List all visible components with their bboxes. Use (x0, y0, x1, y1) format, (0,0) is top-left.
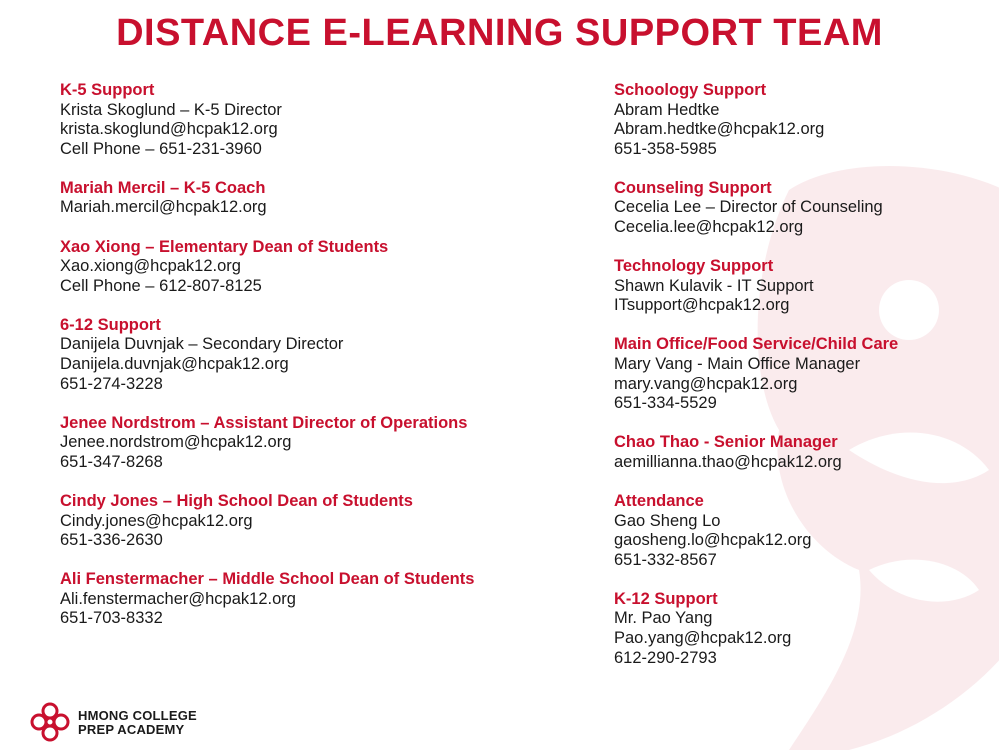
contact-section (60, 316, 580, 394)
contact-line: Cell Phone – 651-231-3960 (60, 139, 262, 158)
contact-line: Abram Hedtke (614, 100, 720, 119)
contact-section (614, 335, 994, 413)
contact-line: Cecelia Lee – Director of Counseling (614, 198, 883, 217)
contact-line: Mr. Pao Yang (614, 609, 713, 628)
contact-line: krista.skoglund@hcpak12.org (60, 120, 278, 139)
right-column (614, 81, 994, 688)
contact-section (614, 433, 994, 472)
section-heading: K-12 Support (614, 589, 718, 608)
contact-line: ITsupport@hcpak12.org (614, 296, 790, 315)
contact-line: Ali.fenstermacher@hcpak12.org (60, 589, 296, 608)
contact-line: 651-358-5985 (614, 139, 717, 158)
contact-section (60, 81, 580, 159)
contact-section (614, 590, 994, 668)
contact-section (60, 179, 580, 218)
contact-line: Mariah.mercil@hcpak12.org (60, 198, 267, 217)
contact-line: 651-336-2630 (60, 531, 163, 550)
contact-line: Cindy.jones@hcpak12.org (60, 511, 253, 530)
contact-line: aemillianna.thao@hcpak12.org (614, 452, 842, 471)
contact-line: mary.vang@hcpak12.org (614, 374, 798, 393)
section-heading: Mariah Mercil – K-5 Coach (60, 178, 266, 197)
contact-line: Cell Phone – 612-807-8125 (60, 276, 262, 295)
contact-line: 651-703-8332 (60, 609, 163, 628)
contact-section (60, 238, 580, 297)
contact-line: Gao Sheng Lo (614, 511, 721, 530)
contact-section (60, 414, 580, 473)
contact-section (614, 492, 994, 570)
hcpa-knot-logo-icon (28, 700, 72, 744)
contact-line: Jenee.nordstrom@hcpak12.org (60, 433, 292, 452)
logo-line-2: PREP ACADEMY (78, 722, 185, 737)
section-heading: Attendance (614, 492, 704, 510)
contact-line: Danijela.duvnjak@hcpak12.org (60, 355, 289, 374)
contact-section (60, 492, 580, 551)
section-heading: Technology Support (614, 257, 774, 276)
contact-line: 651-274-3228 (60, 374, 163, 393)
section-heading: K-5 Support (60, 81, 155, 99)
left-column (60, 81, 580, 649)
contact-line: 651-347-8268 (60, 452, 163, 471)
section-heading: Counseling Support (614, 178, 772, 197)
contact-line: Abram.hedtke@hcpak12.org (614, 120, 825, 139)
logo-line-1: HMONG COLLEGE (78, 708, 197, 723)
contact-line: 651-332-8567 (614, 550, 717, 569)
school-logo-text (78, 709, 197, 737)
section-heading: Jenee Nordstrom – Assistant Director of Operations (60, 413, 468, 432)
section-heading: Schoology Support (614, 81, 767, 99)
contact-line: Xao.xiong@hcpak12.org (60, 257, 241, 276)
contact-line: Krista Skoglund – K-5 Director (60, 100, 282, 119)
contact-line: Danijela Duvnjak – Secondary Director (60, 335, 344, 354)
contact-line: Cecelia.lee@hcpak12.org (614, 218, 804, 237)
page-title: DISTANCE E-LEARNING SUPPORT TEAM (116, 12, 883, 54)
contact-section (614, 81, 994, 159)
contact-section (60, 570, 580, 629)
contact-section (614, 179, 994, 238)
section-heading: Main Office/Food Service/Child Care (614, 335, 899, 354)
section-heading: Xao Xiong – Elementary Dean of Students (60, 237, 389, 256)
section-heading: Cindy Jones – High School Dean of Students (60, 492, 413, 510)
contact-section (614, 257, 994, 316)
contact-line: Shawn Kulavik - IT Support (614, 276, 814, 295)
contact-line: 612-290-2793 (614, 648, 717, 667)
contact-line: gaosheng.lo@hcpak12.org (614, 531, 812, 550)
contact-line: Pao.yang@hcpak12.org (614, 629, 792, 648)
contact-line: Mary Vang - Main Office Manager (614, 355, 861, 374)
section-heading: Ali Fenstermacher – Middle School Dean of Students (60, 570, 475, 589)
section-heading: 6-12 Support (60, 315, 161, 334)
section-heading: Chao Thao - Senior Manager (614, 433, 838, 452)
contact-line: 651-334-5529 (614, 394, 717, 413)
